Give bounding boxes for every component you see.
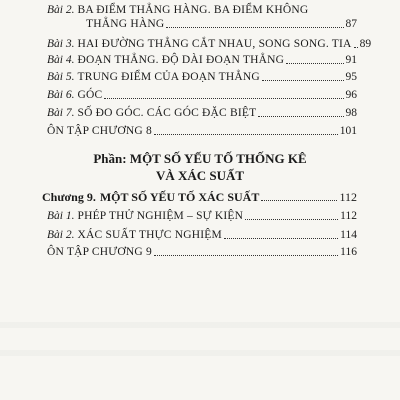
bleed-through-shadow (0, 300, 400, 400)
lesson-title: SỐ ĐO GÓC. CÁC GÓC ĐẶC BIỆT (77, 107, 257, 119)
page-number: 112 (340, 210, 357, 222)
page-number: 96 (345, 89, 357, 101)
toc-chapter-9[interactable] (42, 190, 357, 204)
page-number: 87 (345, 18, 357, 30)
lesson-title: XÁC SUẤT THỰC NGHIỆM (77, 229, 222, 241)
dot-leader (166, 27, 343, 28)
page-number: 91 (345, 54, 357, 66)
dot-leader (224, 238, 338, 239)
dot-leader (261, 200, 337, 201)
page-number: 101 (339, 125, 357, 137)
lesson-number: Bài 1. (47, 210, 75, 222)
page-number: 114 (340, 229, 357, 241)
toc-entry-bai-6[interactable] (47, 88, 357, 102)
page-number: 116 (340, 246, 357, 258)
toc-entry-review-ch8[interactable] (47, 124, 357, 138)
toc-entry-bai-4[interactable] (47, 53, 357, 67)
chapter-title: MỘT SỐ YẾU TỐ XÁC SUẤT (99, 190, 260, 204)
lesson-number: Bài 2. (47, 4, 75, 16)
lesson-title: ĐOẠN THẲNG. ĐỘ DÀI ĐOẠN THẲNG (77, 54, 285, 66)
lesson-title: ÔN TẬP CHƯƠNG 9 (47, 246, 152, 258)
lesson-title: BA ĐIỂM THẲNG HÀNG. BA ĐIỂM KHÔNG (77, 4, 309, 16)
dot-leader (354, 47, 358, 48)
dot-leader (245, 219, 338, 220)
lesson-title: GÓC (77, 89, 103, 101)
lesson-title: TRUNG ĐIỂM CỦA ĐOẠN THẲNG (77, 71, 260, 83)
page-number: 89 (359, 38, 372, 50)
page-number: 112 (339, 190, 357, 204)
lesson-title: HAI ĐƯỜNG THẲNG CẮT NHAU, SONG SONG. TIA (77, 38, 352, 50)
part-heading-line-1: Phần: MỘT SỐ YẾU TỐ THỐNG KÊ (93, 151, 307, 166)
dot-leader (104, 98, 343, 99)
lesson-number: Bài 6. (47, 89, 75, 101)
lesson-title: ÔN TẬP CHƯƠNG 8 (47, 125, 152, 137)
lesson-number: Bài 5. (47, 71, 75, 83)
dot-leader (258, 116, 343, 117)
dot-leader (286, 63, 343, 64)
dot-leader (154, 134, 338, 135)
lesson-title: PHÉP THỬ NGHIỆM – SỰ KIỆN (77, 210, 244, 222)
toc-entry-bai-2-continuation[interactable] (86, 17, 357, 31)
toc-entry-review-ch9[interactable] (47, 245, 357, 259)
toc-entry-bai-7[interactable] (47, 106, 357, 120)
lesson-number: Bài 3. (47, 38, 75, 50)
lesson-number: Bài 7. (47, 107, 75, 119)
toc-entry-bai-3[interactable] (47, 37, 372, 51)
lesson-number: Bài 2. (47, 229, 75, 241)
toc-entry-ch9-bai-2[interactable] (47, 228, 357, 242)
toc-entry-ch9-bai-1[interactable] (47, 209, 357, 223)
toc-entry-bai-2[interactable] (47, 3, 357, 17)
part-heading-line-2: VÀ XÁC SUẤT (155, 168, 245, 183)
dot-leader (262, 80, 344, 81)
lesson-title-continuation: THẲNG HÀNG (86, 18, 165, 30)
chapter-label: Chương 9. (42, 190, 96, 204)
page-number: 95 (345, 71, 357, 83)
lesson-number: Bài 4. (47, 54, 75, 66)
page-number: 98 (345, 107, 357, 119)
dot-leader (154, 255, 338, 256)
toc-entry-bai-5[interactable] (47, 70, 357, 84)
